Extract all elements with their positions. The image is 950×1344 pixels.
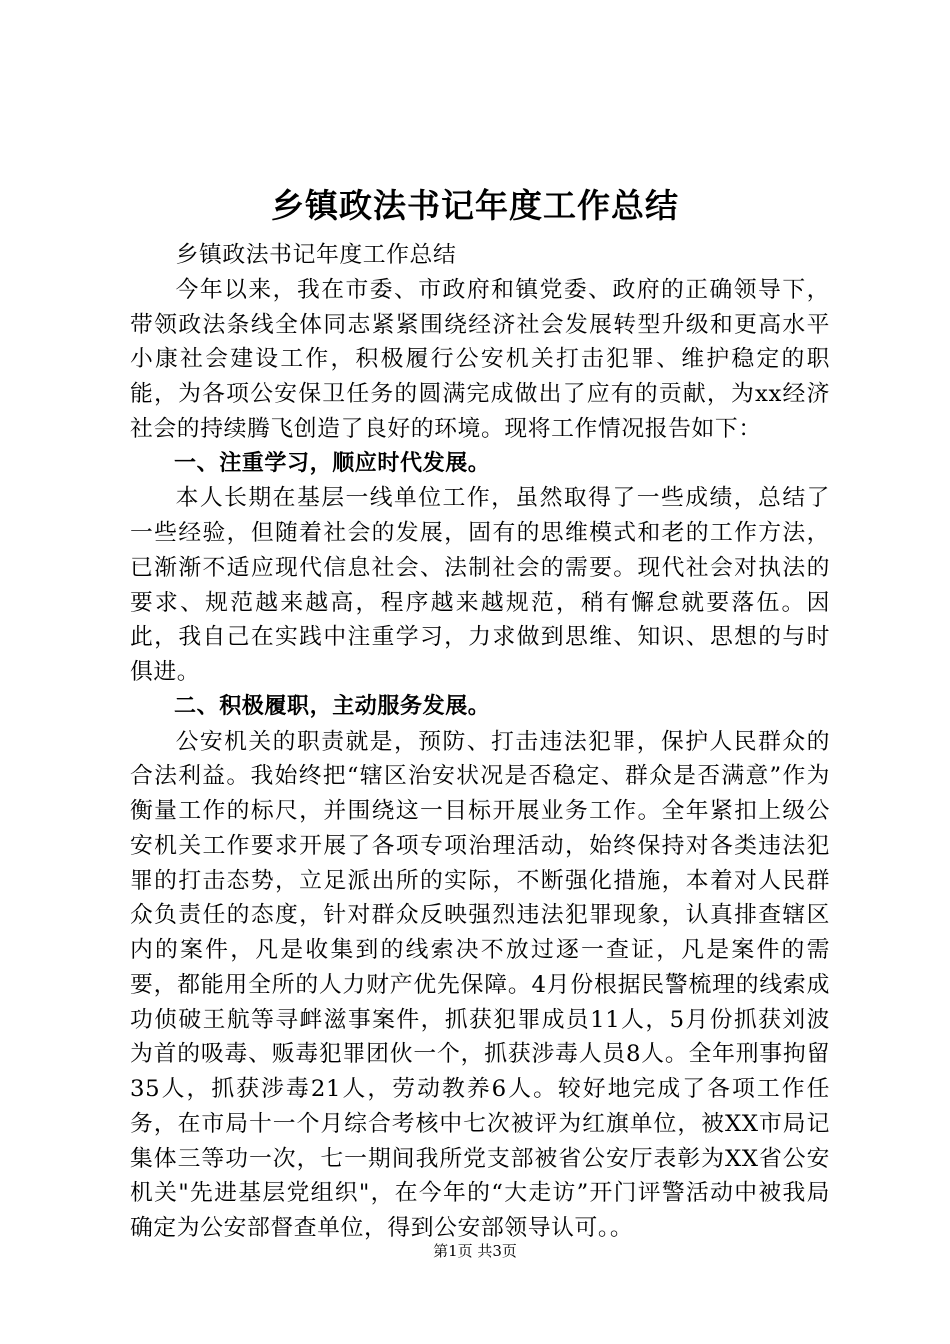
document-body — [130, 238, 830, 1246]
document-title: 乡镇政法书记年度工作总结 — [271, 186, 679, 225]
page-number-footer: 第1页 共3页 — [433, 1242, 517, 1260]
section-2-paragraph: 公安机关的职责就是，预防、打击违法犯罪，保护人民群众的合法利益。我始终把“辖区治安状况是否稳定、群众是否满意”作为衡量工作的标尺，并围绕这一目标开展业务工作。全年紧扣上级公安机关工作要求开展了各项专项治理活动，始终保持对各类违法犯罪的打击态势，立足派出所的实际，不断强化措施，本着对人民群众负责任的态度，针对群众反映强烈违法犯罪现象，认真排查辖区内的案件，凡是收集到的线索决不放过逐一查证，凡是案件的需要，都能用全所的人力财产优先保障。4月份根据民警梳理的线索成功侦破王航等寻衅滋事案件，抓获犯罪成员11人，5月份抓获刘波为首的吸毒、贩毒犯罪团伙一个，抓获涉毒人员8人。全年刑事拘留35人，抓获涉毒21人，劳动教养6人。较好地完成了各项工作任务，在市局十一个月综合考核中七次被评为红旗单位，被XX市局记集体三等功一次，七一期间我所党支部被省公安厅表彰为XX省公安机关"先进基层党组织"，在今年的“大走访”开门评警活动中被我局确定为公安部督查单位，得到公安部领导认可。。 — [130, 728, 830, 1241]
section-heading-2: 二、积极履职，主动服务发展。 — [174, 693, 491, 719]
intro-paragraph: 今年以来，我在市委、市政府和镇党委、政府的正确领导下，带领政法条线全体同志紧紧围绕经济社会发展转型升级和更高水平小康社会建设工作，积极履行公安机关打击犯罪、维护稳定的职能，为各项公安保卫任务的圆满完成做出了应有的贡献，为xx经济社会的持续腾飞创造了良好的环境。现将工作情况报告如下： — [130, 276, 830, 442]
section-heading-1: 一、注重学习，顺应时代发展。 — [174, 450, 491, 476]
section-1-paragraph: 本人长期在基层一线单位工作，虽然取得了一些成绩，总结了一些经验，但随着社会的发展，固有的思维模式和老的工作方法，已渐渐不适应现代信息社会、法制社会的需要。现代社会对执法的要求、规范越来越高，程序越来越规范，稍有懈怠就要落伍。因此，我自己在实践中注重学习，力求做到思维、知识、思想的与时俱进。 — [130, 485, 830, 685]
subtitle-paragraph: 乡镇政法书记年度工作总结 — [175, 242, 457, 268]
